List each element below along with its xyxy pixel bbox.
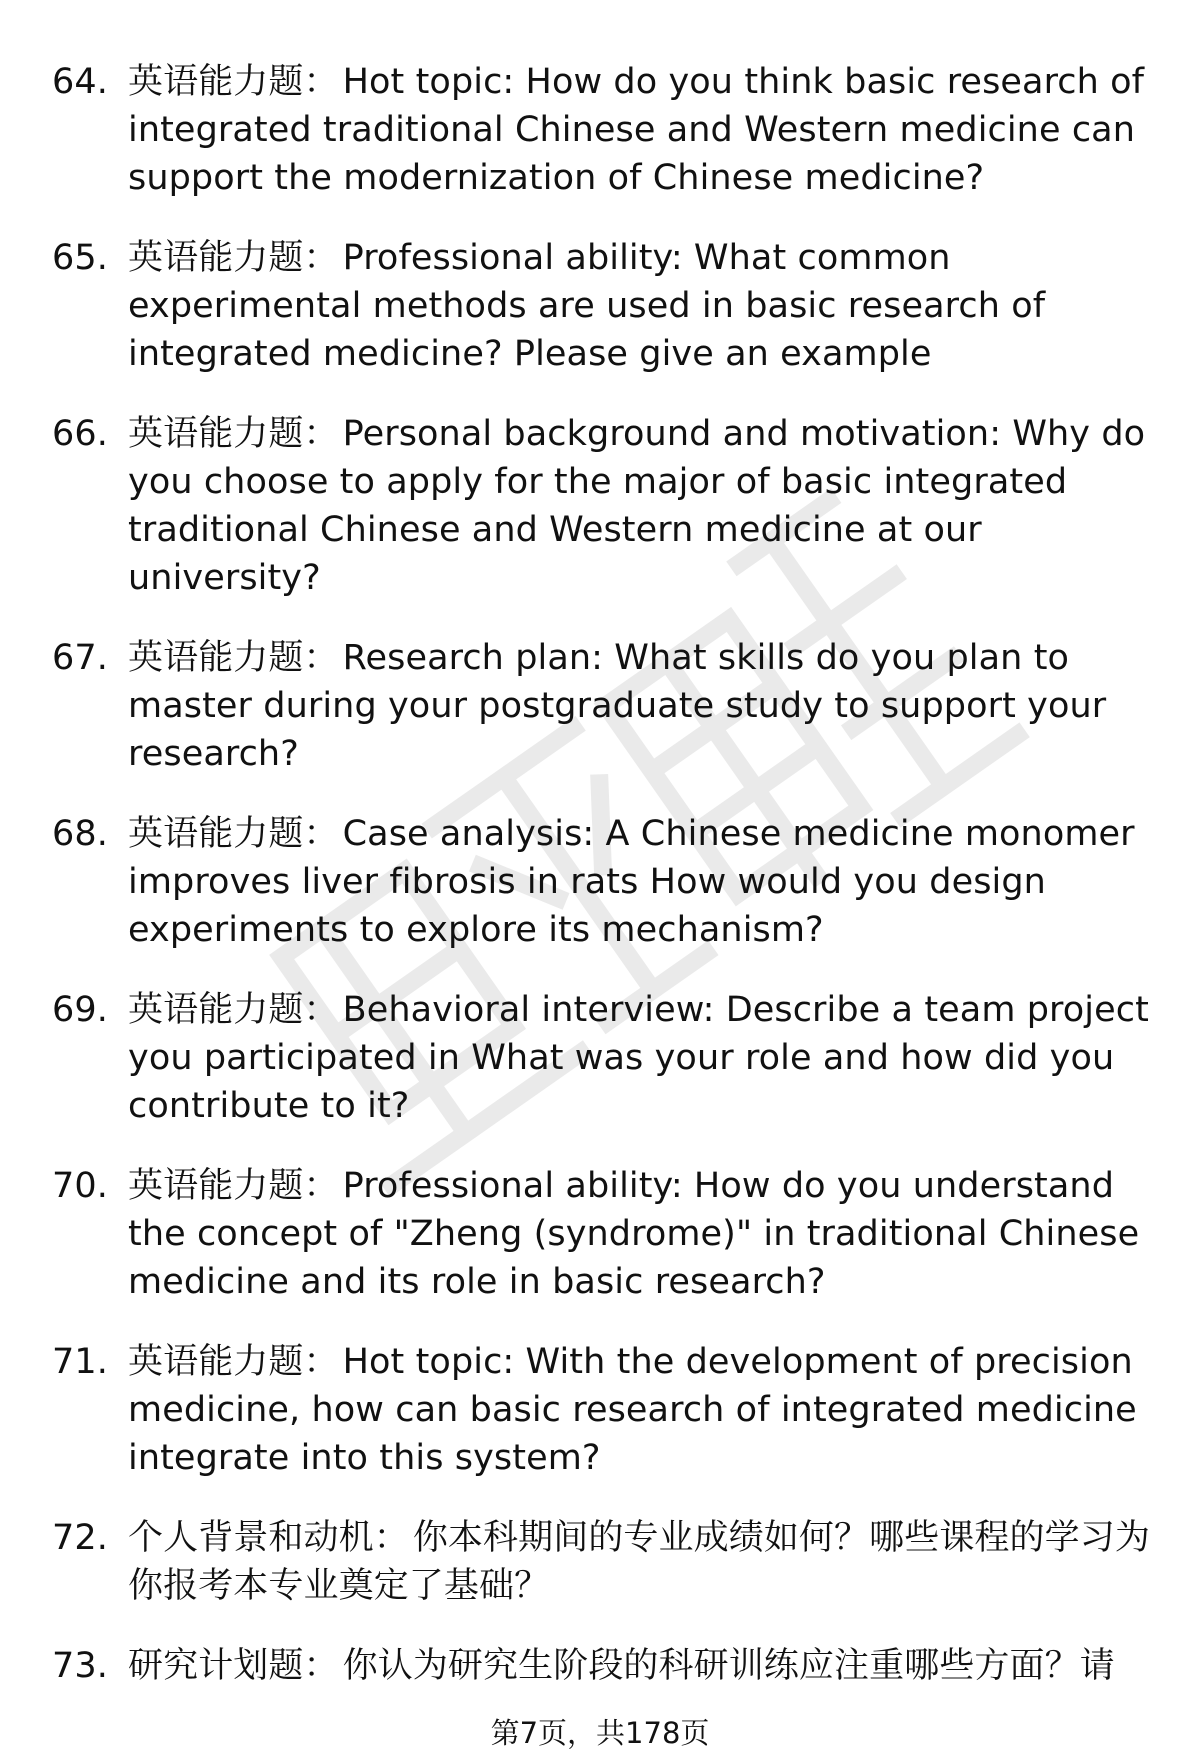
question-item-65 (52, 234, 1162, 378)
question-body (128, 1338, 1162, 1482)
question-item-70 (52, 1162, 1162, 1306)
question-separator: ： (303, 62, 339, 102)
question-text: 你认为研究生阶段的科研训练应注重哪些方面？请 (342, 1646, 1115, 1686)
question-label: 研究计划题 (128, 1646, 304, 1686)
question-separator: ： (303, 814, 339, 854)
question-body (128, 1162, 1162, 1306)
question-separator: ： (303, 1342, 339, 1382)
question-body (128, 58, 1162, 202)
page-footer: 第7页，共178页 (490, 1716, 710, 1750)
question-separator: ： (303, 414, 339, 454)
question-item-71 (52, 1338, 1162, 1482)
question-label: 英语能力题 (128, 62, 304, 102)
question-label: 英语能力题 (128, 990, 304, 1030)
question-text: Hot topic: How do you think basic research of integrated traditional Chinese and Western medicine can support the modernization of Chinese medicine? (128, 62, 1145, 198)
question-body (128, 1514, 1162, 1610)
question-number: 70. (52, 1166, 108, 1206)
question-separator: ： (303, 1166, 339, 1206)
question-item-73 (52, 1642, 1162, 1690)
question-text: Professional ability: How do you understand the concept of "Zheng (syndrome)" in traditional Chinese medicine and its role in basic research? (128, 1166, 1140, 1302)
question-number: 67. (52, 638, 108, 678)
question-label: 英语能力题 (128, 1342, 304, 1382)
question-item-68 (52, 810, 1162, 954)
question-text: Case analysis: A Chinese medicine monomer improves liver fibrosis in rats How would you design experiments to explore its mechanism? (128, 814, 1135, 950)
question-text: Personal background and motivation: Why do you choose to apply for the major of basic integrated traditional Chinese and Western medicine at our university? (128, 414, 1146, 598)
question-item-66 (52, 410, 1162, 602)
question-label: 英语能力题 (128, 1166, 304, 1206)
question-body (128, 1642, 1162, 1690)
question-body (128, 810, 1162, 954)
question-label: 英语能力题 (128, 238, 304, 278)
question-label: 英语能力题 (128, 638, 304, 678)
question-number: 68. (52, 814, 108, 854)
question-body (128, 410, 1162, 602)
question-number: 65. (52, 238, 108, 278)
question-list (52, 58, 1162, 1722)
question-body (128, 634, 1162, 778)
question-text: Behavioral interview: Describe a team project you participated in What was your role and how did you contribute to it? (128, 990, 1149, 1126)
question-text: 你本科期间的专业成绩如何？哪些课程的学习为你报考本专业奠定了基础？ (128, 1518, 1150, 1606)
question-body (128, 234, 1162, 378)
question-separator: ： (303, 1646, 339, 1686)
question-item-64 (52, 58, 1162, 202)
question-label: 英语能力题 (128, 414, 304, 454)
question-label: 个人背景和动机 (128, 1518, 374, 1558)
question-separator: ： (303, 990, 339, 1030)
question-number: 71. (52, 1342, 108, 1382)
question-text: Research plan: What skills do you plan to master during your postgraduate study to support your research? (128, 638, 1107, 774)
question-number: 66. (52, 414, 108, 454)
question-body (128, 986, 1162, 1130)
question-number: 69. (52, 990, 108, 1030)
question-item-67 (52, 634, 1162, 778)
question-separator: ： (303, 238, 339, 278)
question-separator: ： (303, 638, 339, 678)
question-item-72 (52, 1514, 1162, 1610)
question-label: 英语能力题 (128, 814, 304, 854)
question-text: Professional ability: What common experimental methods are used in basic research of integrated medicine? Please give an example (128, 238, 1046, 374)
question-number: 72. (52, 1518, 108, 1558)
question-number: 64. (52, 62, 108, 102)
question-separator: ： (373, 1518, 409, 1558)
question-number: 73. (52, 1646, 108, 1686)
question-item-69 (52, 986, 1162, 1130)
question-text: Hot topic: With the development of precision medicine, how can basic research of integrated medicine integrate into this system? (128, 1342, 1137, 1478)
